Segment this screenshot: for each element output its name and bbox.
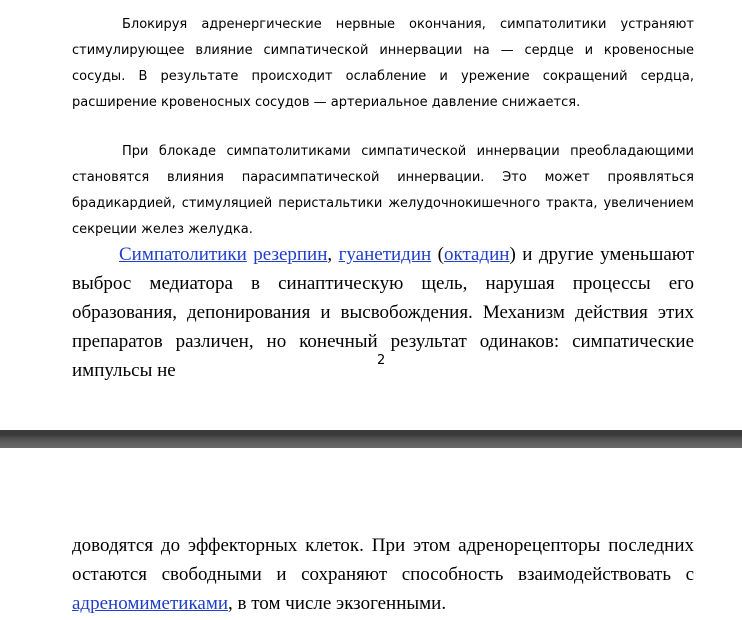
page-number: 2 xyxy=(377,353,386,368)
text-rest: ) и другие уменьшают выброс медиатора в синаптическую щель, нарушая процессы его образования, депонирования и высвобождения. Механизм действия этих препаратов различен, но конечный результат одинаков: симпатические импульсы не xyxy=(72,244,695,381)
text-end: , в том числе экзогенными. xyxy=(228,593,447,614)
text-start: доводятся до эффекторных клеток. При этом адренорецепторы последних остаются свободными и сохраняют способность взаимодействовать с xyxy=(72,535,694,585)
link-adrenomimetics[interactable]: адреномиметиками xyxy=(72,593,229,614)
link-guanethidine[interactable]: гуанетидин xyxy=(338,244,432,265)
paragraph-parasympathetic-effects: При блокаде симпатолитиками симпатической иннервации преобладающими становятся влияния парасимпатической иннервации. Это может проявляться брадикардией, стимуляцией перистальтики желудочнокишечного тракта, увеличением секреции желез желудка. xyxy=(72,144,694,237)
link-reserpine[interactable]: резерпин xyxy=(253,244,328,265)
paragraph-adrenergic-blocking: Блокируя адренергические нервные окончания, симпатолитики устраняют стимулирующее влияние симпатической иннервации на — сердце и кровеносные сосуды. В результате происходит ослабление и урежение сокращений сердца, расширение кровеносных сосудов — артериальное давление снижается. xyxy=(72,17,694,110)
paragraph-effector-cells xyxy=(72,531,694,618)
link-octadine[interactable]: октадин xyxy=(444,244,510,265)
text-paren-open: ( xyxy=(431,244,444,265)
page-separator xyxy=(0,430,742,448)
link-sympatholytics[interactable]: Симпатолитики xyxy=(119,244,247,265)
text-comma: , xyxy=(327,244,339,265)
